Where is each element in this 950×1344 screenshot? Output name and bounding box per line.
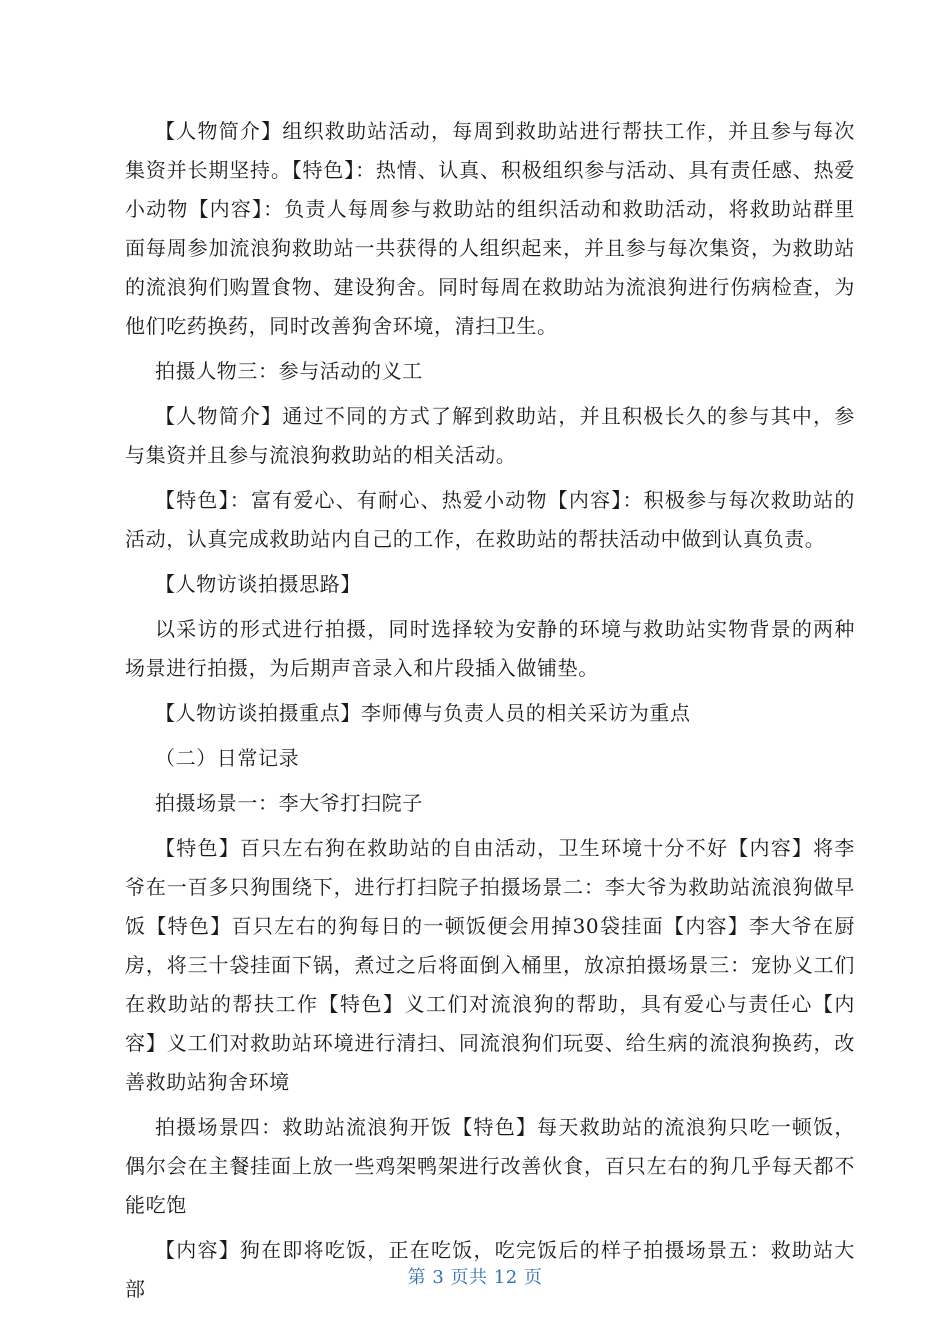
paragraph-4: 【特色】：富有爱心、有耐心、热爱小动物【内容】：积极参与每次救助站的活动，认真完成救助站内自己的工作，在救助站的帮扶活动中做到认真负责。 [125,488,855,551]
paragraph-2: 拍摄人物三：参与活动的义工 [155,359,423,383]
paragraph-10: 【特色】百只左右狗在救助站的自由活动，卫生环境十分不好【内容】将李爷在一百多只狗围绕下，进行打扫院子拍摄场景二：李大爷为救助站流浪狗做早饭【特色】百只左右的狗每日的一顿饭便会用掉30袋挂面【内容】李大爷在厨房，将三十袋挂面下锅，煮过之后将面倒入桶里，放凉拍摄场景三：宠协义工们在救助站的帮扶工作【特色】义工们对流浪狗的帮助，具有爱心与责任心【内容】义工们对救助站环境进行清扫、同流浪狗们玩耍、给生病的流浪狗换药，改善救助站狗舍环境 [125,836,855,1094]
paragraph-8: （二）日常记录 [155,746,300,770]
paragraph-6: 以采访的形式进行拍摄，同时选择较为安静的环境与救助站实物背景的两种场景进行拍摄，为后期声音录入和片段插入做铺垫。 [125,617,855,680]
document-body [125,112,855,1315]
paragraph-7: 【人物访谈拍摄重点】李师傅与负责人员的相关采访为重点 [155,701,691,725]
paragraph-3: 【人物简介】通过不同的方式了解到救助站，并且积极长久的参与其中，参与集资并且参与流浪狗救助站的相关活动。 [125,404,855,467]
paragraph-5: 【人物访谈拍摄思路】 [155,572,361,596]
paragraph-9: 拍摄场景一：李大爷打扫院子 [155,791,423,815]
page-number-footer: 第 3 页共 12 页 [407,1267,543,1288]
paragraph-1: 【人物简介】组织救助站活动，每周到救助站进行帮扶工作，并且参与每次集资并长期坚持。【特色】：热情、认真、积极组织参与活动、具有责任感、热爱小动物【内容】：负责人每周参与救助站的组织活动和救助活动，将救助站群里面每周参加流浪狗救助站一共获得的人组织起来，并且参与每次集资，为救助站的流浪狗们购置食物、建设狗舍。同时每周在救助站为流浪狗进行伤病检查，为他们吃药换药，同时改善狗舍环境，清扫卫生。 [125,119,855,338]
paragraph-12: 【内容】狗在即将吃饭，正在吃饭，吃完饭后的样子拍摄场景五：救助站大部 [125,1238,855,1301]
paragraph-11: 拍摄场景四：救助站流浪狗开饭【特色】每天救助站的流浪狗只吃一顿饭，偶尔会在主餐挂面上放一些鸡架鸭架进行改善伙食，百只左右的狗几乎每天都不能吃饱 [125,1115,855,1217]
